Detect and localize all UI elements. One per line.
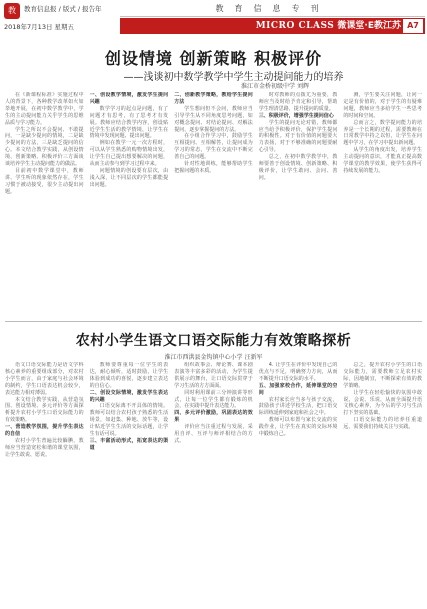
article2-title: 农村小学生语文口语交际能力有效策略探析 — [75, 333, 352, 349]
header-band — [120, 2, 425, 17]
article2-column — [259, 362, 338, 606]
article1-body — [5, 92, 422, 316]
page-header — [0, 0, 427, 38]
article-divider — [5, 321, 422, 322]
paragraph: 口语交际能力的培养任重道远，需要我们持续关注与实践。 — [343, 417, 422, 431]
article2-column — [343, 362, 422, 606]
article1-column — [259, 92, 338, 316]
article1-column — [5, 92, 84, 316]
column-name — [256, 18, 401, 34]
article2-column — [174, 362, 253, 606]
paragraph: 让学生在轻松愉快的氛围中敢说、会说、乐说，从而全面提升语文核心素养，为今后的学习与生活打下坚实的基础。 — [343, 389, 422, 417]
article1-column — [343, 92, 422, 316]
column-bar — [120, 18, 425, 34]
section-heading: 一、营造教学氛围，提升学生表达的自信 — [5, 424, 84, 438]
paragraph: 从学生的角度出发，培养学生主动提问的意识，才能真正提高数学课堂的教学效果，使学生获得可持续发展的能力。 — [343, 147, 422, 174]
paragraph: 测，学生要关注问题，让问一定是有价值的，对于学生的有疑难问题，教师应当多给学生一些思考的时间和空间。 — [343, 92, 422, 119]
paragraph: 针对性地训练，能够帮助学生把握问题的本质。 — [174, 161, 253, 174]
section-heading: 二、创新教学策略，教给学生提问方法 — [174, 92, 253, 105]
publication-date: 2018年7月13日 星期五 — [4, 23, 75, 31]
section-heading: 五、加强家校合作，延伸课堂的空间 — [258, 382, 338, 396]
paragraph: 语文口语交际能力是语文学科核心素养的重要组成部分，对农村小学生而言，由于家庭与社会环境的制约，学生口语表达机会较少，表达能力相对薄弱。 — [5, 362, 84, 396]
article1-column — [90, 92, 169, 316]
section-heading: 四、多元评价激励，巩固表达的效果 — [174, 410, 253, 424]
paragraph: 教师要尊重每一位学生的表达，耐心倾听，适时鼓励，让学生体验到成功的喜悦，逐步建立表达的自信心。 — [89, 362, 169, 389]
article2-body — [5, 362, 422, 606]
publication-name: 教育信息报 / 版式 / 报告年 — [24, 5, 102, 13]
article1-author: 淮江市金桥初级中学 刘辉 — [241, 83, 309, 90]
paragraph: 4. 让学生在评价中发现自己的优点与不足，明确努力方向，从而不断提升口语交际的水平。 — [258, 362, 338, 382]
article1-subtitle: ——浅谈初中数学教学中学生主动提问能力的培养 — [123, 72, 344, 83]
column-name-en: MICRO CLASS — [255, 21, 335, 31]
paragraph: 口语交际离不开具体的情境。教师可以结合农村孩子熟悉的生活场景，如赶集、种地、放牛等，设计贴近学生生活的交际话题，让学生有话可说。 — [89, 403, 169, 438]
paragraph: 学生想问但不会问，教师应当引导学生从不同角度思考问题，如对概念提问、对结论提问、对解法提问，逐步掌握提问的方法。 — [174, 105, 253, 133]
paragraph: 总之，在初中数学教学中，教师要善于创设情境、创新策略、积极评价，让学生敢问、会问、善问。 — [258, 154, 338, 181]
paragraph: 总而言之，数学提问能力的培养是一个长期的过程，需要教师在日常教学中持之以恒，让学生在问题中学习，在学习中提出新问题。 — [343, 119, 422, 147]
paragraph: 农村小学生普遍比较腼腆，教师应当营造宽松和谐的课堂氛围，让学生敢说、愿说。 — [5, 437, 84, 458]
article2-column — [5, 362, 84, 606]
paragraph: 组织故事会、辩论赛、课本剧表演等丰富多彩的活动，为学生提供展示的舞台，让口语交际贯穿于学习生活的方方面面。 — [174, 362, 253, 389]
paragraph: 例如在教学一元一次方程时，可以从学生熟悉的购物情境出发，让学生自己提出想要解决的问题，从而主动参与到学习过程中来。 — [89, 140, 169, 168]
column-name-cn: 微课堂·E教江苏 — [337, 21, 401, 31]
paragraph: 学生之所以不会提问、不敢提问，一是缺少提问的情境，二是缺少提问的方法，三是缺乏提问的信心。本文结合教学实践，从创设情境、创新策略、积极评价三方面谈谈培养学生主动提问能力的做法。 — [5, 126, 84, 168]
paragraph: 教师可以布置与家长交流的实践作业，让学生在真实的交际环境中锻炼自己。 — [258, 417, 338, 438]
header-band-title: 教育信息专刊 — [215, 4, 330, 13]
paragraph: 在小组合作学习中，鼓励学生互相提问、互相解答，让提问成为学习的常态，学生在交流中不断完善自己的问题。 — [174, 133, 253, 161]
section-heading: 二、创设交际情境，激发学生表达的兴趣 — [89, 389, 169, 403]
paragraph: 评价应当注重过程与发展，采用自评、互评与师评相结合的方式。 — [174, 424, 253, 444]
article2-column — [90, 362, 169, 606]
paragraph: 学生的提问无论对错，教师都应当给予积极评价，保护学生提问的积极性。对于有价值的问题要大力表扬，对于不够准确的问题要耐心引导。 — [258, 119, 338, 154]
paragraph: 时对教师的点拨尤为重要，教师应当及时给予肯定和引导，帮助学生理清思路，提升提问的质量。 — [258, 92, 338, 112]
article2-author: 淮江市西洪县金钩镇中心小学 汪新军 — [164, 354, 263, 361]
article1-title: 创设情境 创新策略 积极评价 — [104, 49, 323, 68]
paragraph: 数学学习的起点是问题，有了问题才有思考，有了思考才有发展。教师应结合教学内容，创设贴近学生生活的教学情境，让学生在情境中发现问题、提出问题。 — [89, 105, 169, 140]
section-heading: 三、丰富活动形式，拓宽表达的渠道 — [89, 437, 169, 451]
paragraph: 同时利用课前三分钟演讲等形式，让每一位学生都有锻炼的机会，在实践中提升表达能力。 — [174, 389, 253, 410]
paragraph: 问题情境的创设要有层次，由浅入深，让不同层次的学生都能提出问题。 — [89, 167, 169, 188]
page-number: A7 — [403, 19, 423, 33]
paragraph: 本文结合教学实践，从营造氛围、创设情境、多元评价等方面探析提升农村小学生口语交际能力的有效策略。 — [5, 396, 84, 424]
paragraph: 目前初中数学课堂中，教师讲、学生听的现象依然存在，学生习惯于被动接受，很少主动提出问题。 — [5, 167, 84, 195]
paragraph: 农村家长应当多与孩子交流，鼓励孩子讲述学校生活，把口语交际训练延伸到家庭和社会之中。 — [258, 396, 338, 417]
paragraph: 总之，提升农村小学生的口语交际能力，需要教师立足农村实际，因地制宜，不断探索有效的教学策略。 — [343, 362, 422, 389]
article1-column — [174, 92, 253, 316]
section-heading: 三、积极评价，增强学生提问信心 — [258, 112, 334, 119]
section-heading: 一、创设教学情境，激发学生提问兴趣 — [89, 92, 169, 105]
newspaper-logo: 教 — [4, 3, 20, 19]
paragraph: 在《新课程标准》实施过程中人的背景下，各种教学改革如火如荼地开展，在初中数学教学中，学生的主动提问能力关乎学生的思维品质与学习能力。 — [5, 92, 84, 126]
